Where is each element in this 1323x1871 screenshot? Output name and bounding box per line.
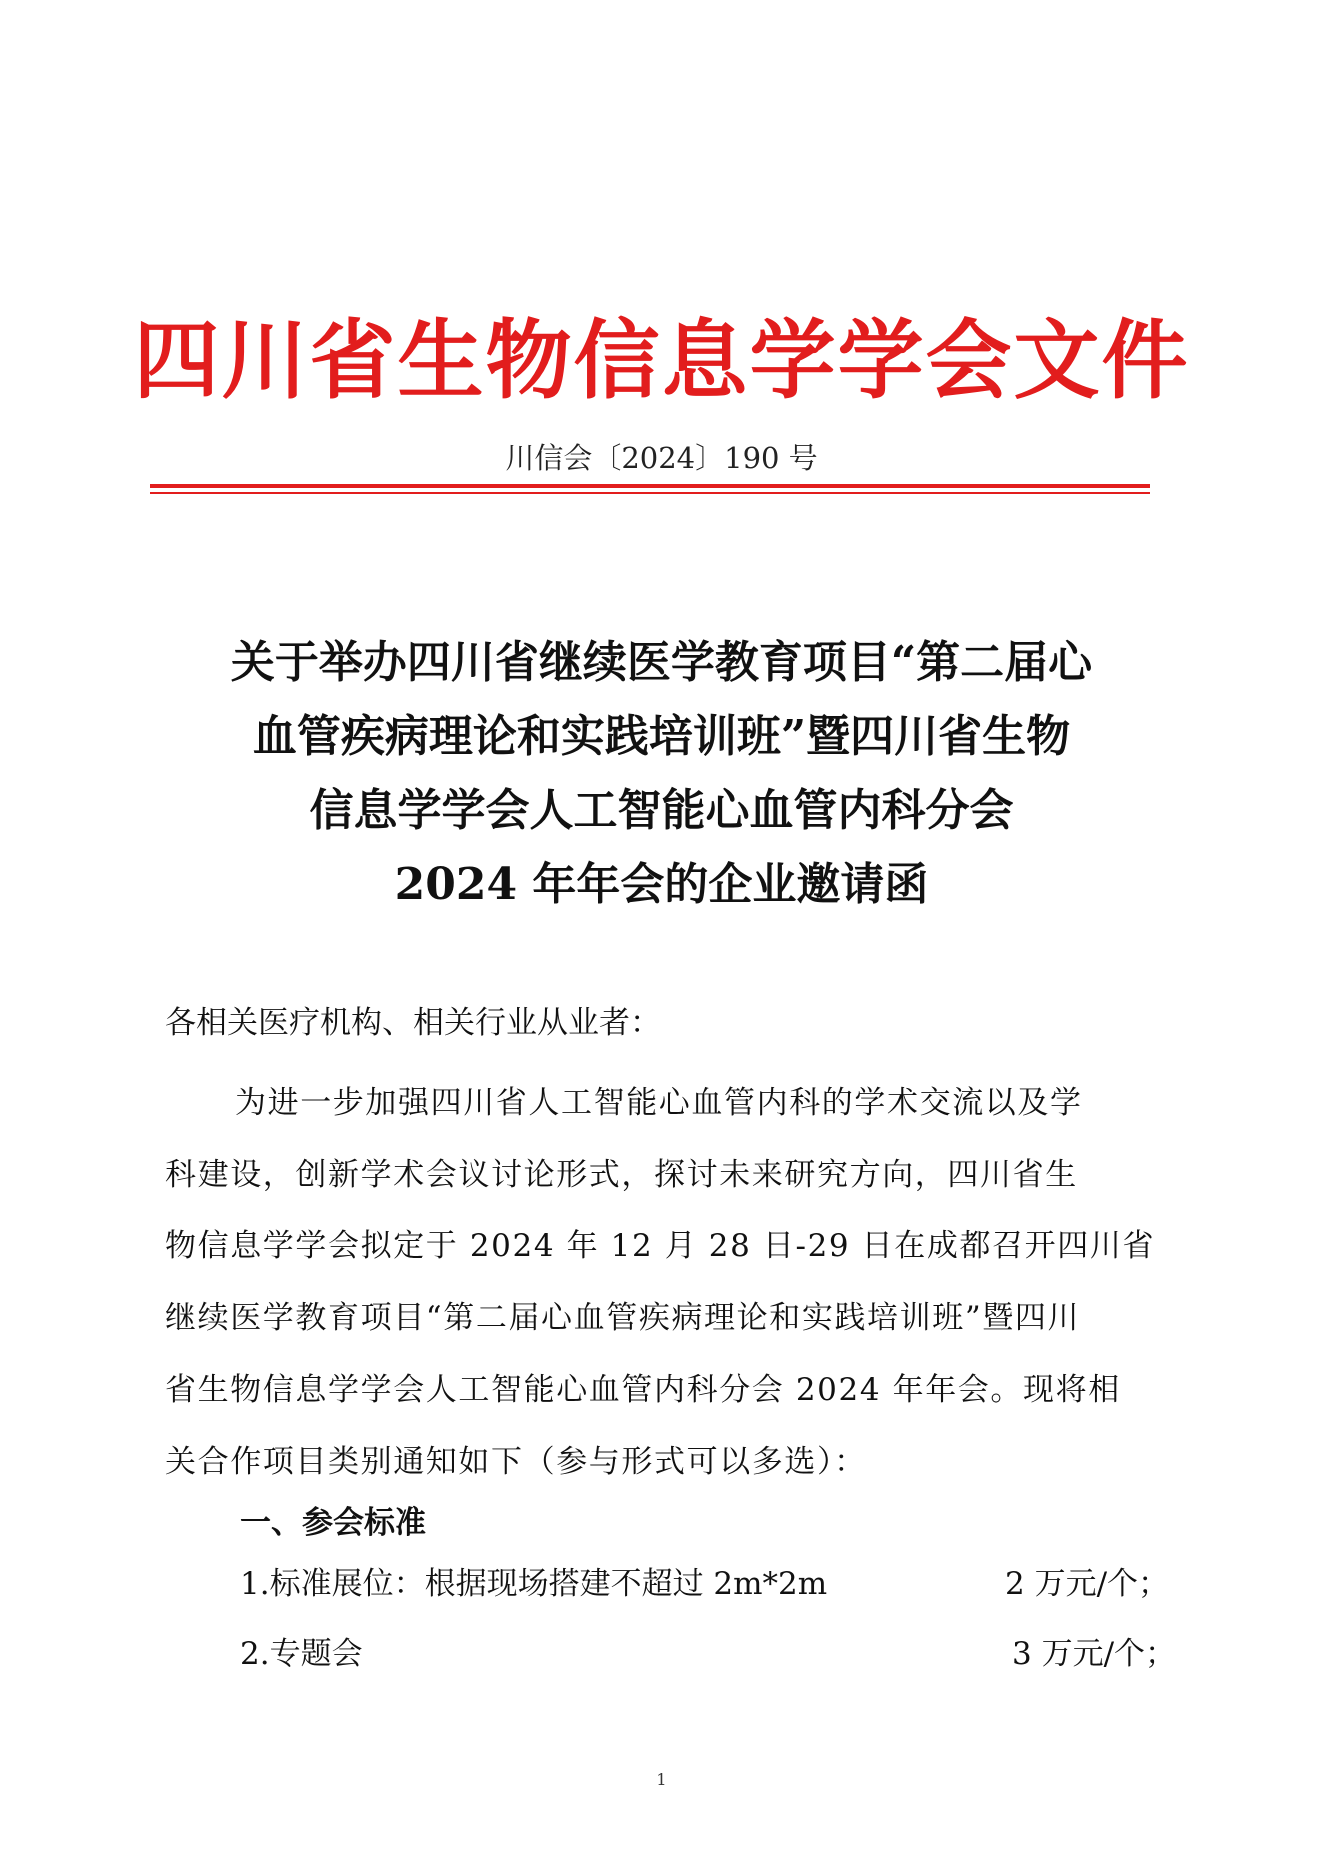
- paragraph-line: 物信息学学会拟定于 2024 年 12 月 28 日-29 日在成都召开四川省: [165, 1228, 1156, 1265]
- document-title-line: 血管疾病理论和实践培训班”暨四川省生物: [252, 711, 1071, 762]
- salutation: 各相关医疗机构、相关行业从业者：: [165, 1005, 661, 1041]
- standard-item-label: 2.专题会: [240, 1636, 363, 1672]
- document-title-line: 2024 年年会的企业邀请函: [394, 859, 929, 910]
- paragraph-line: 关合作项目类别通知如下（参与形式可以多选）：: [165, 1443, 867, 1480]
- document-title-line: 信息学学会人工智能心血管内科分会: [309, 785, 1014, 836]
- standard-item-label: 1.标准展位：根据现场搭建不超过 2m*2m: [240, 1566, 828, 1602]
- section-heading: 一、参会标准: [240, 1505, 426, 1541]
- standard-item-price: 3 万元/个；: [1012, 1636, 1177, 1672]
- paragraph-line: 科建设，创新学术会议讨论形式，探讨未来研究方向，四川省生: [165, 1156, 1078, 1193]
- red-divider-thin: [150, 492, 1150, 494]
- body-paragraph: [165, 1068, 1165, 1498]
- document-title: [0, 626, 1323, 922]
- page-number: 1: [656, 1770, 667, 1789]
- paragraph-line: 省生物信息学学会人工智能心血管内科分会 2024 年年会。现将相: [165, 1371, 1121, 1408]
- document-header-title: 四川省生物信息学学会文件: [133, 310, 1190, 411]
- red-divider-thick: [150, 484, 1150, 488]
- document-number: 川信会〔2024〕190 号: [505, 441, 818, 475]
- document-title-line: 关于举办四川省继续医学教育项目“第二届心: [230, 637, 1093, 688]
- paragraph-line: 继续医学教育项目“第二届心血管疾病理论和实践培训班”暨四川: [165, 1300, 1081, 1337]
- paragraph-line: 为进一步加强四川省人工智能心血管内科的学术交流以及学: [235, 1085, 1083, 1121]
- standard-item-price: 2 万元/个；: [1005, 1566, 1170, 1602]
